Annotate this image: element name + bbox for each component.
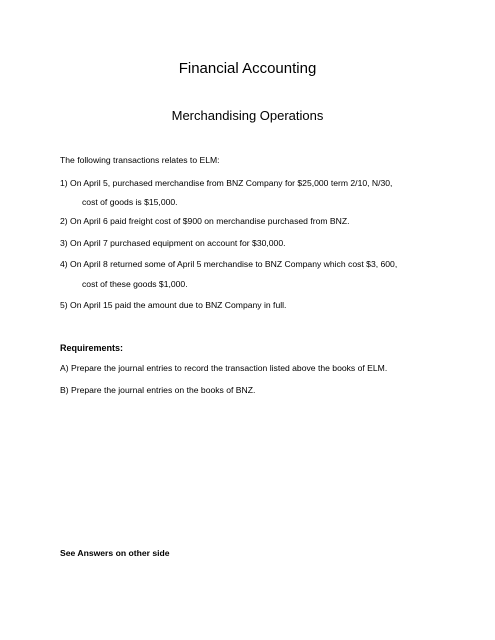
requirement-a: A) Prepare the journal entries to record the transaction listed above the books of ELM. [60, 363, 388, 373]
transaction-5: 5) On April 15 paid the amount due to BNZ Company in full. [60, 300, 287, 310]
transaction-4: 4) On April 8 returned some of April 5 merchandise to BNZ Company which cost $3, 600, [60, 259, 398, 269]
requirements-heading: Requirements: [60, 343, 124, 353]
intro-text: The following transactions relates to ELM: [60, 155, 220, 165]
document-title: Financial Accounting [178, 60, 317, 77]
transaction-4-continued: cost of these goods $1,000. [82, 279, 188, 289]
document-subtitle: Merchandising Operations [171, 108, 324, 123]
transaction-3: 3) On April 7 purchased equipment on account for $30,000. [60, 238, 286, 248]
transaction-1: 1) On April 5, purchased merchandise from BNZ Company for $25,000 term 2/10, N/30, [60, 178, 393, 188]
transaction-1-continued: cost of goods is $15,000. [82, 197, 178, 207]
footer-note: See Answers on other side [60, 548, 170, 558]
transaction-2: 2) On April 6 paid freight cost of $900 on merchandise purchased from BNZ. [60, 216, 350, 226]
requirement-b: B) Prepare the journal entries on the books of BNZ. [60, 385, 256, 395]
